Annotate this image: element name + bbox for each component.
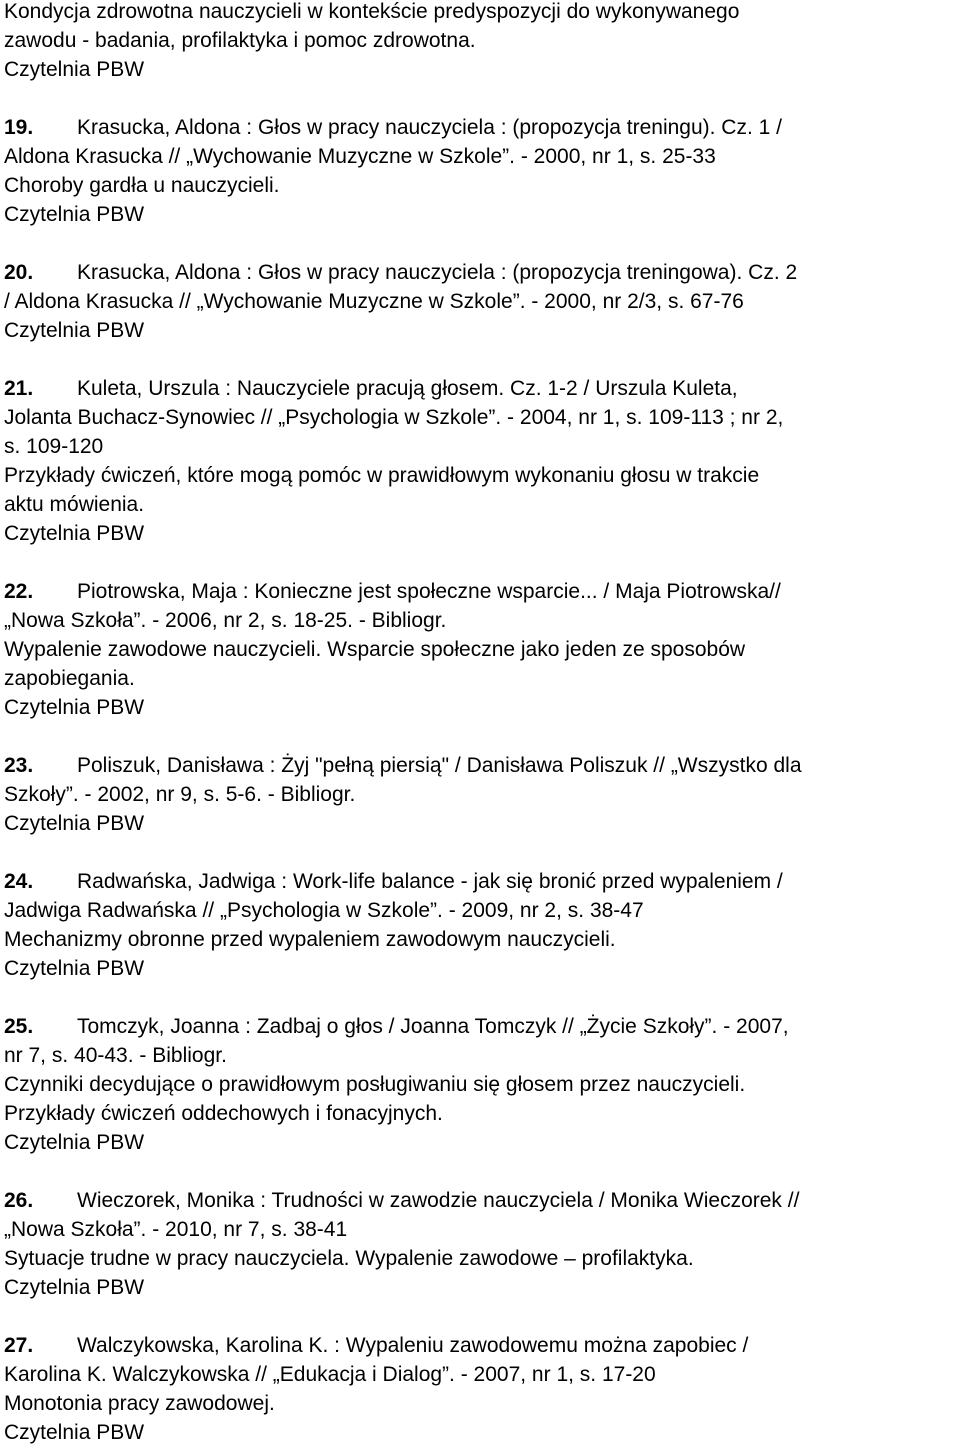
intro-line: zawodu - badania, profilaktyka i pomoc zdrowotna. <box>4 29 476 52</box>
entry-number: 23. <box>4 754 34 777</box>
entry-note: Czynniki decydujące o prawidłowym posługiwaniu się głosem przez nauczycieli. <box>4 1073 746 1096</box>
intro-fragment <box>4 0 954 84</box>
location-label: Czytelnia PBW <box>4 319 145 342</box>
entry-note: Mechanizmy obronne przed wypaleniem zawodowym nauczycieli. <box>4 928 616 951</box>
entry-number: 19. <box>4 116 34 139</box>
entry-text: Jolanta Buchacz-Synowiec // „Psychologia w Szkole”. - 2004, nr 1, s. 109-113 ; nr 2, <box>4 406 784 429</box>
entry-number: 26. <box>4 1189 34 1212</box>
entry-text: „Nowa Szkoła”. - 2006, nr 2, s. 18-25. - Bibliogr. <box>4 609 447 632</box>
entry-text: Szkoły”. - 2002, nr 9, s. 5-6. - Bibliogr. <box>4 783 356 806</box>
bibliography-page <box>4 0 954 1447</box>
entry-text: Piotrowska, Maja : Konieczne jest społeczne wsparcie... / Maja Piotrowska// <box>77 580 781 603</box>
entry-number: 21. <box>4 377 34 400</box>
bibliography-entry <box>4 577 954 722</box>
bibliography-entry <box>4 1186 954 1302</box>
entry-text: Radwańska, Jadwiga : Work-life balance - jak się bronić przed wypaleniem / <box>77 870 783 893</box>
bibliography-entry <box>4 113 954 229</box>
entry-text: Poliszuk, Danisława : Żyj "pełną piersią" / Danisława Poliszuk // „Wszystko dla <box>77 754 802 777</box>
entry-note: aktu mówienia. <box>4 493 145 516</box>
intro-line: Kondycja zdrowotna nauczycieli w kontekście predyspozycji do wykonywanego <box>4 0 740 23</box>
entry-note: Monotonia pracy zawodowej. <box>4 1392 275 1415</box>
location-label: Czytelnia PBW <box>4 1131 145 1154</box>
bibliography-entry <box>4 1012 954 1157</box>
entry-number: 20. <box>4 261 34 284</box>
bibliography-entry <box>4 374 954 548</box>
entry-note: Wypalenie zawodowe nauczycieli. Wsparcie społeczne jako jeden ze sposobów <box>4 638 746 661</box>
entry-text: Jadwiga Radwańska // „Psychologia w Szkole”. - 2009, nr 2, s. 38-47 <box>4 899 644 922</box>
location-label: Czytelnia PBW <box>4 1276 145 1299</box>
entry-number: 24. <box>4 870 34 893</box>
entry-text: Walczykowska, Karolina K. : Wypaleniu zawodowemu można zapobiec / <box>77 1334 749 1357</box>
entry-number: 22. <box>4 580 34 603</box>
entry-text: nr 7, s. 40-43. - Bibliogr. <box>4 1044 227 1067</box>
entry-note: Choroby gardła u nauczycieli. <box>4 174 280 197</box>
entry-text: Tomczyk, Joanna : Zadbaj o głos / Joanna Tomczyk // „Życie Szkoły”. - 2007, <box>77 1015 789 1038</box>
entry-note: Przykłady ćwiczeń, które mogą pomóc w prawidłowym wykonaniu głosu w trakcie <box>4 464 760 487</box>
entry-text: Krasucka, Aldona : Głos w pracy nauczyciela : (propozycja treningu). Cz. 1 / <box>77 116 782 139</box>
entry-note: zapobiegania. <box>4 667 135 690</box>
entry-note: Przykłady ćwiczeń oddechowych i fonacyjnych. <box>4 1102 443 1125</box>
entry-text: Kuleta, Urszula : Nauczyciele pracują głosem. Cz. 1-2 / Urszula Kuleta, <box>77 377 738 400</box>
bibliography-entry <box>4 867 954 983</box>
location-label: Czytelnia PBW <box>4 696 145 719</box>
entry-number: 27. <box>4 1334 34 1357</box>
location-label: Czytelnia PBW <box>4 522 145 545</box>
location-label: Czytelnia PBW <box>4 1421 145 1444</box>
entry-number: 25. <box>4 1015 34 1038</box>
entry-text: „Nowa Szkoła”. - 2010, nr 7, s. 38-41 <box>4 1218 348 1241</box>
entry-text: / Aldona Krasucka // „Wychowanie Muzyczne w Szkole”. - 2000, nr 2/3, s. 67-76 <box>4 290 744 313</box>
bibliography-entry <box>4 1331 954 1447</box>
entry-text: Aldona Krasucka // „Wychowanie Muzyczne w Szkole”. - 2000, nr 1, s. 25-33 <box>4 145 716 168</box>
location-label: Czytelnia PBW <box>4 58 145 81</box>
location-label: Czytelnia PBW <box>4 203 145 226</box>
entry-text: Wieczorek, Monika : Trudności w zawodzie nauczyciela / Monika Wieczorek // <box>77 1189 800 1212</box>
location-label: Czytelnia PBW <box>4 812 145 835</box>
bibliography-entry <box>4 751 954 838</box>
entry-text: Krasucka, Aldona : Głos w pracy nauczyciela : (propozycja treningowa). Cz. 2 <box>77 261 798 284</box>
entry-text: s. 109-120 <box>4 435 104 458</box>
entry-text: Karolina K. Walczykowska // „Edukacja i Dialog”. - 2007, nr 1, s. 17-20 <box>4 1363 656 1386</box>
location-label: Czytelnia PBW <box>4 957 145 980</box>
entry-note: Sytuacje trudne w pracy nauczyciela. Wypalenie zawodowe – profilaktyka. <box>4 1247 694 1270</box>
bibliography-entry <box>4 258 954 345</box>
